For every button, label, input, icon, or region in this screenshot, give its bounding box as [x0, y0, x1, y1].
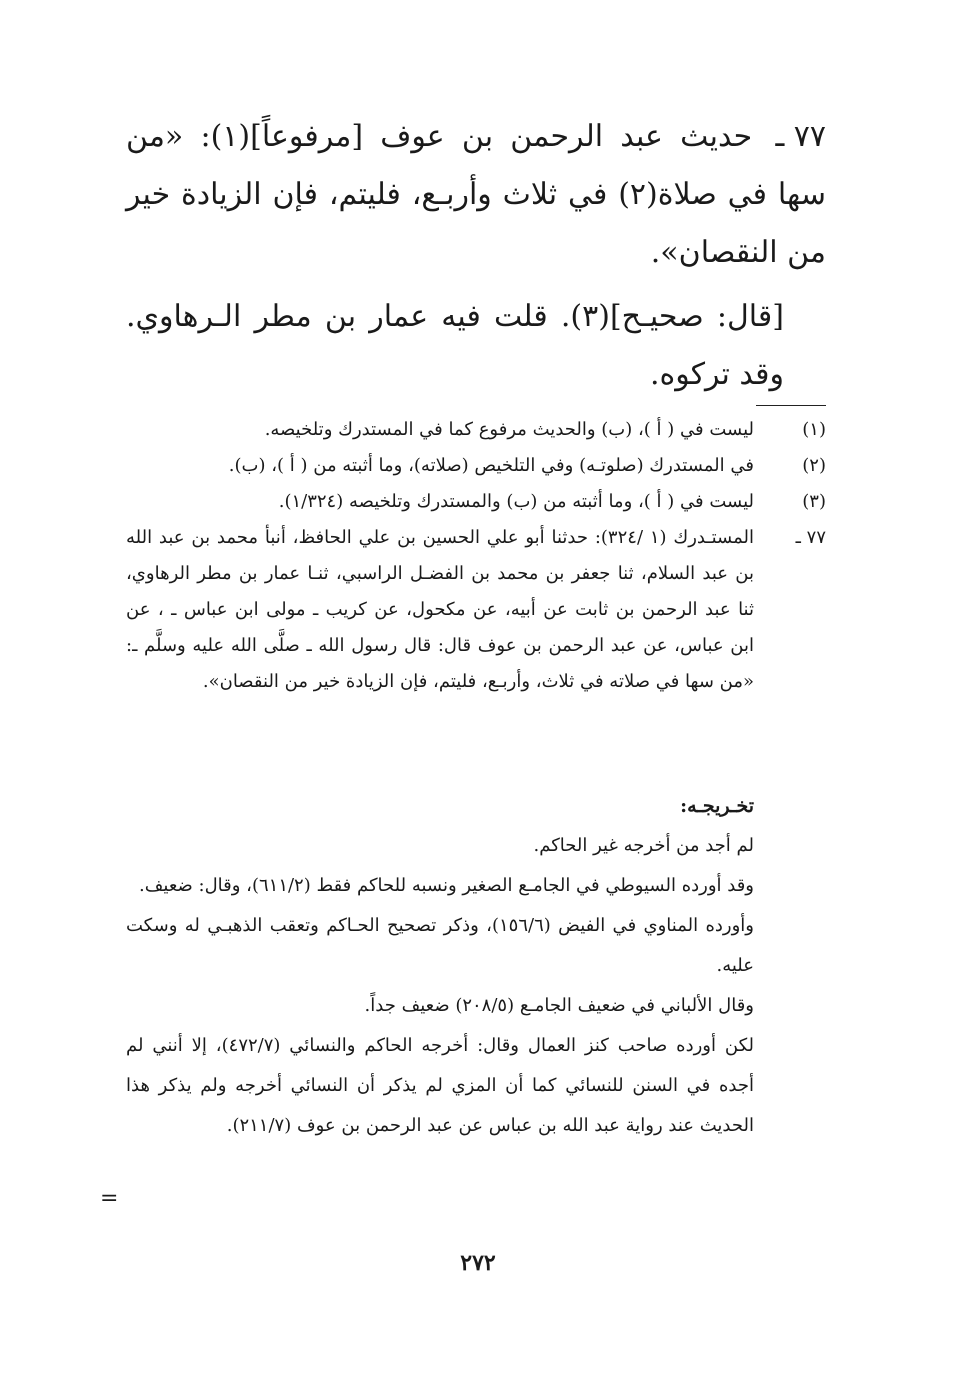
- footnote-text: ليست في ( أ )، (ب) والحديث مرفوع كما في المستدرك وتلخيصه.: [264, 419, 754, 440]
- footnote: [126, 484, 826, 520]
- continuation-mark: =: [100, 1186, 119, 1211]
- footnote-marker: (٢): [802, 455, 826, 476]
- hadith-number: ٧٧ ـ: [775, 119, 826, 154]
- footnote: [126, 520, 826, 700]
- takhrij-section: [126, 786, 826, 1146]
- footnotes: [126, 412, 826, 700]
- footnote-separator: [756, 405, 826, 406]
- hadith-verdict: [قال: صحيـح](٣). قلت فيه عمار بن مطر الـرهاوي. وقد تركوه.: [126, 299, 784, 392]
- takhrij-line: وأورده المناوي في الفيض (١٥٦/٦)، وذكر تصحيح الحـاكم وتعقب الذهبـي له وسكت عليه.: [126, 915, 754, 976]
- footnote-marker: (٣): [802, 491, 826, 512]
- hadith-block: [126, 108, 826, 404]
- footnote: [126, 448, 826, 484]
- footnote-text: المستـدرك (١ /٣٢٤): حدثنا أبو علي الحسين بن علي الحافظ، أنبأ محمد بن عبد الله بن عبد السلام، ثنا جعفر بن محمد بن الفضـل الراسبي، ثنـا عمار بن مطر الرهاوي، ثنا عبد الرحمن بن ثابت عن أبيه، عن مكحول، عن كريب ـ مولى ابن عباس ـ ، عن ابن عباس، عن عبد الرحمن بن عوف قال: قال رسول الله ـ صلَّى الله عليه وسلَّم ـ: «من سها في صلاته في ثلاث، وأربـع، فليتم، فإن الزيادة خير من النقصان».: [126, 527, 755, 692]
- hadith-text: حديث عبد الرحمن بن عوف [مرفوعاً](١): «من سها في صلاة(٢) في ثلاث وأربـع، فليتم، فإن الزيادة خير من النقصان».: [126, 119, 826, 270]
- takhrij-line: وقال الألباني في ضعيف الجامـع (٢٠٨/٥) ضعيف جداً.: [364, 995, 754, 1016]
- takhrij-line: وقد أورده السيوطي في الجامـع الصغير ونسبه للحاكم فقط (٦١١/٢)، وقال: ضعيف.: [139, 875, 754, 896]
- footnote-text: ليست في ( أ )، وما أثبته من (ب) والمستدرك وتلخيصه (١/٣٢٤).: [278, 491, 754, 512]
- footnote: [126, 412, 826, 448]
- page-number: ٢٧٢: [460, 1250, 496, 1276]
- footnote-text: في المستدرك (صلوتـه) وفي التلخيص (صلاته)، وما أثبته من ( أ )، (ب).: [228, 455, 754, 476]
- footnote-marker: (١): [802, 419, 826, 440]
- hadith-text-paragraph: [126, 108, 826, 282]
- footnote-marker: ٧٧ ـ: [795, 527, 826, 548]
- takhrij-line: لم أجد من أخرجه غير الحاكم.: [533, 835, 754, 856]
- takhrij-heading: تخـريجـه:: [680, 795, 754, 817]
- takhrij-line: لكن أورده صاحب كنز العمال وقال: أخرجه الحاكم والنسائي (٤٧٢/٧)، إلا أنني لم أجده في السنن للنسائي كما أن المزي لم يذكر أن النسائي أخرجه ولم يذكر هذا الحديث عند رواية عبد الله بن عباس عن عبد الرحمن بن عوف (٢١١/٧).: [126, 1035, 754, 1136]
